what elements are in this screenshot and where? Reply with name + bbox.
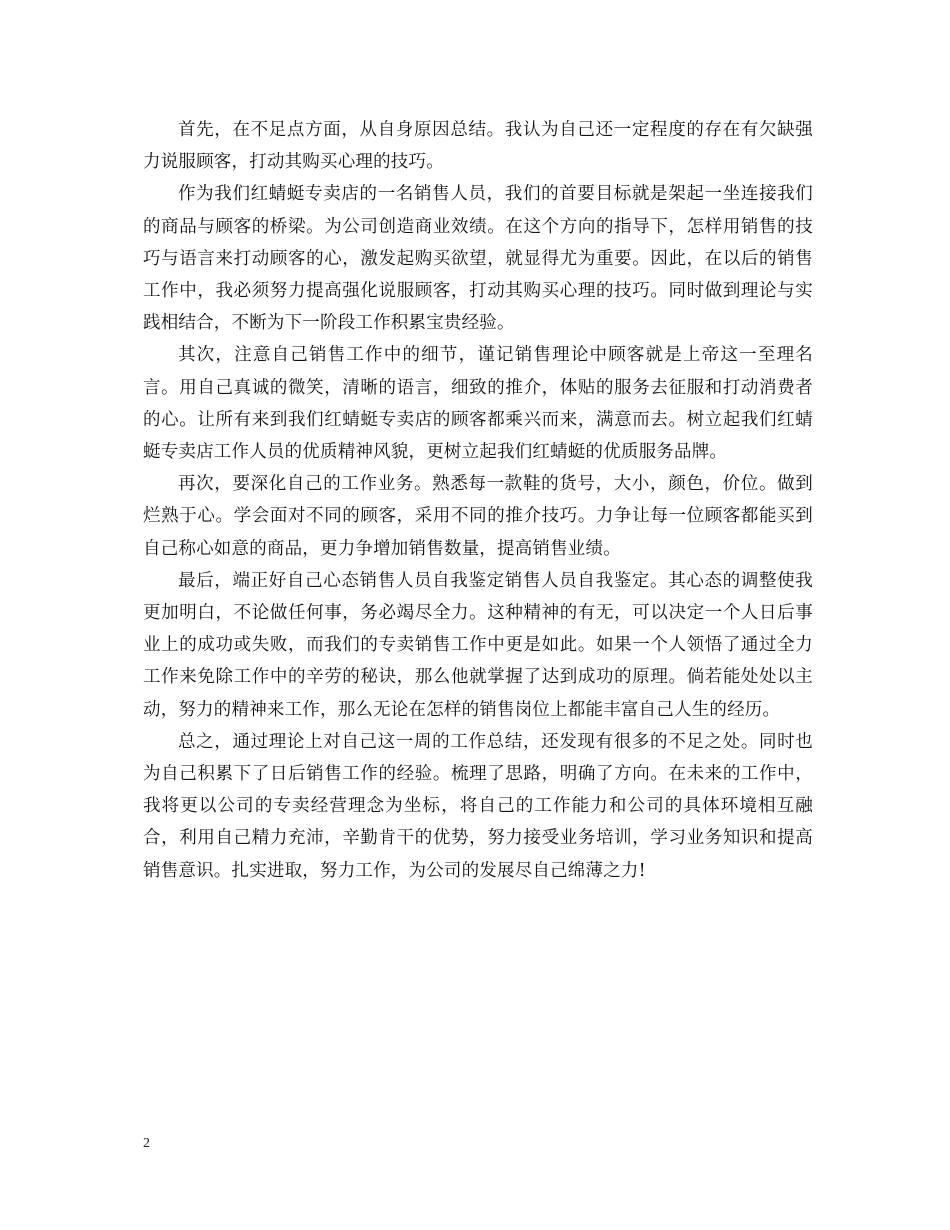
document-body [143,114,813,887]
paragraph-attitude: 最后，端正好自己心态销售人员自我鉴定销售人员自我鉴定。其心态的调整使我更加明白，不论做任何事，务必竭尽全力。这种精神的有无，可以决定一个人日后事业上的成功或失败，而我们的专卖销售工作中更是如此。如果一个人领悟了通过全力工作来免除工作中的辛劳的秘诀，那么他就掌握了达到成功的原理。倘若能处处以主动，努力的精神来工作，那么无论在怎样的销售岗位上都能丰富自己人生的经历。 [143,570,813,720]
paragraph-conclusion: 总之，通过理论上对自己这一周的工作总结，还发现有很多的不足之处。同时也为自己积累下了日后销售工作的经验。梳理了思路，明确了方向。在未来的工作中，我将更以公司的专卖经营理念为坐标，将自己的工作能力和公司的具体环境相互融合，利用自己精力充沛，辛勤肯干的优势，努力接受业务培训，学习业务知识和提高销售意识。扎实进取，努力工作，为公司的发展尽自己绵薄之力! [143,731,813,881]
paragraph-sales-goal: 作为我们红蜻蜓专卖店的一名销售人员，我们的首要目标就是架起一坐连接我们的商品与顾客的桥梁。为公司创造商业效绩。在这个方向的指导下，怎样用销售的技巧与语言来打动顾客的心，激发起购买欲望，就显得尤为重要。因此，在以后的销售工作中，我必须努力提高强化说服顾客，打动其购买心理的技巧。同时做到理论与实践相结合，不断为下一阶段工作积累宝贵经验。 [143,184,813,334]
paragraph-details: 其次，注意自己销售工作中的细节，谨记销售理论中顾客就是上帝这一至理名言。用自己真诚的微笑，清晰的语言，细致的推介，体贴的服务去征服和打动消费者的心。让所有来到我们红蜻蜓专卖店的顾客都乘兴而来，满意而去。树立起我们红蜻蜓专卖店工作人员的优质精神风貌，更树立起我们红蜻蜓的优质服务品牌。 [143,345,813,463]
paragraph-business-knowledge: 再次，要深化自己的工作业务。熟悉每一款鞋的货号，大小，颜色，价位。做到烂熟于心。学会面对不同的顾客，采用不同的推介技巧。力争让每一位顾客都能买到自己称心如意的商品，更力争增加销售数量，提高销售业绩。 [143,474,813,559]
paragraph-shortcomings: 首先，在不足点方面，从自身原因总结。我认为自己还一定程度的存在有欠缺强力说服顾客，打动其购买心理的技巧。 [143,120,813,173]
page-number: 2 [143,1136,150,1151]
